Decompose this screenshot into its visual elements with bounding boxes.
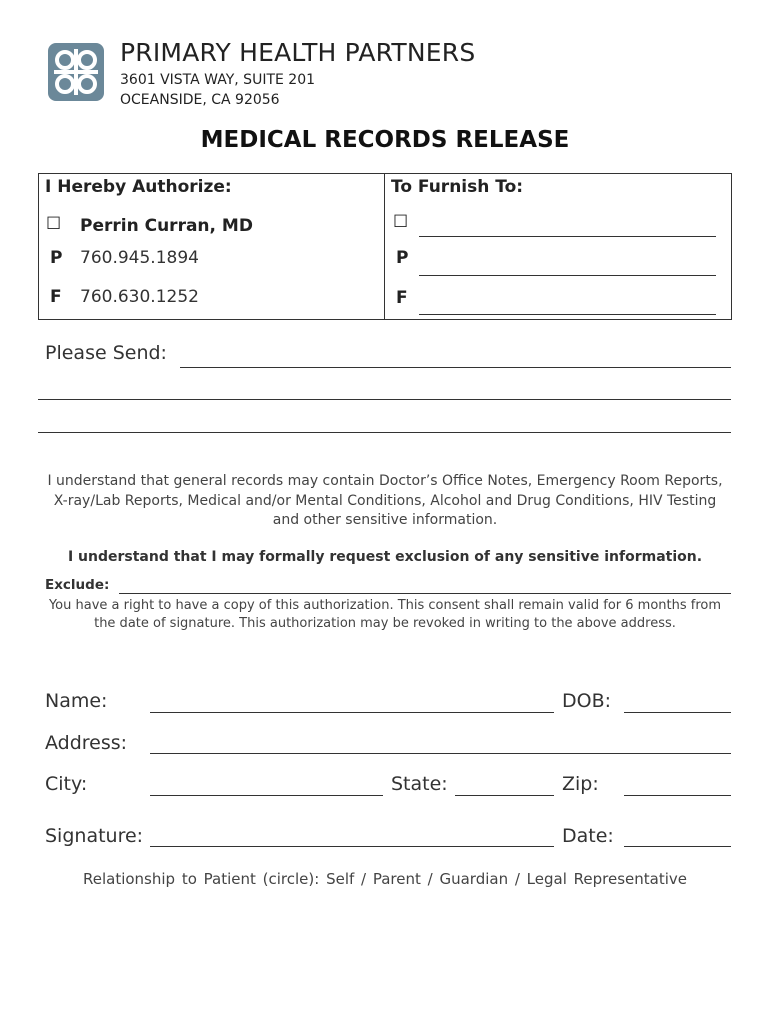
exclusion-notice: I understand that I may formally request exclusion of any sensitive information. [67, 549, 703, 565]
city-field[interactable] [150, 795, 383, 796]
address-line-1: 3601 VISTA WAY, SUITE 201 [120, 72, 316, 88]
dob-field[interactable] [624, 712, 731, 713]
zip-label: Zip: [562, 773, 599, 795]
date-field[interactable] [624, 846, 731, 847]
exclude-label: Exclude: [45, 577, 110, 593]
furnish-fax-label: F [396, 288, 408, 308]
furnish-checkbox[interactable]: ☐ [393, 212, 409, 232]
please-send-label: Please Send: [45, 342, 167, 364]
name-label: Name: [45, 690, 108, 712]
relationship-options[interactable]: Relationship to Patient (circle): Self / Parent / Guardian / Legal Representative [82, 870, 687, 888]
provider-name: Perrin Curran, MD [80, 216, 253, 236]
please-send-line-2[interactable] [38, 399, 731, 400]
address-field[interactable] [150, 753, 731, 754]
dob-label: DOB: [562, 690, 612, 712]
provider-fax: 760.630.1252 [80, 287, 199, 307]
name-field[interactable] [150, 712, 554, 713]
organization-address [120, 70, 315, 110]
document-title: MEDICAL RECORDS RELEASE [200, 127, 570, 153]
date-label: Date: [562, 825, 614, 847]
address-line-2: OCEANSIDE, CA 92056 [120, 92, 280, 108]
authorize-phone-label: P [50, 248, 63, 268]
city-label: City: [45, 773, 88, 795]
signature-label: Signature: [45, 825, 144, 847]
logo-knot-icon [48, 43, 104, 101]
furnish-phone-field[interactable] [419, 275, 716, 276]
state-field[interactable] [455, 795, 554, 796]
provider-phone: 760.945.1894 [80, 248, 199, 268]
zip-field[interactable] [624, 795, 731, 796]
furnish-phone-label: P [396, 248, 409, 268]
address-label: Address: [45, 732, 128, 754]
exclude-field[interactable] [119, 593, 731, 594]
records-disclosure-text: I understand that general records may contain Doctor’s Office Notes, Emergency Room Reports, X-ray/Lab Reports, Medical and/or Mental Conditions, Alcohol and Drug Conditions, HIV Testing and other sensitive information. [47, 473, 723, 528]
authorize-checkbox[interactable]: ☐ [46, 214, 62, 234]
state-label: State: [391, 773, 448, 795]
organization-logo [48, 43, 104, 101]
signature-field[interactable] [150, 846, 554, 847]
furnish-fax-field[interactable] [419, 314, 716, 315]
please-send-line-3[interactable] [38, 432, 731, 433]
authorize-heading: I Hereby Authorize: [45, 177, 232, 197]
organization-name: PRIMARY HEALTH PARTNERS [120, 38, 476, 67]
please-send-field[interactable] [180, 367, 731, 368]
furnish-name-field[interactable] [419, 236, 716, 237]
furnish-heading: To Furnish To: [391, 177, 524, 197]
authorization-table-divider [384, 173, 385, 320]
rights-notice: You have a right to have a copy of this authorization. This consent shall remain valid for 6 months from the date of signature. This authorization may be revoked in writing to the above address. [48, 598, 722, 631]
authorize-fax-label: F [50, 287, 62, 307]
